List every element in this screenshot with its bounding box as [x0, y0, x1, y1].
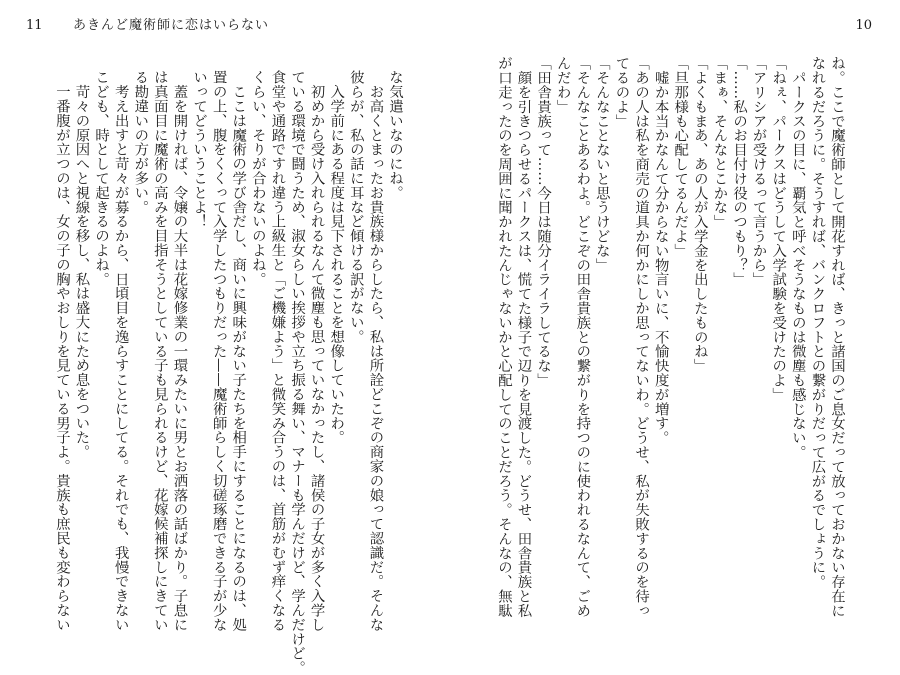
text-line: 顔を引きつらせるパークスは、慌てた様子で辺りを見渡した。どうせ、田舎貴族と私 [515, 56, 532, 618]
text-line: 彼らが、私の話に耳など傾ける訳がない。 [347, 70, 364, 344]
text-line: 考え出すと苛々が募るから、日頃目を逸らすことにしてる。それでも、我慢できない [112, 70, 129, 632]
text-line: ね。ここで魔術師として開花すれば、きっと諸国のご息女だって放っておかない存在に [829, 56, 845, 618]
text-line: 「まぁ、そんなとこかな」 [711, 56, 728, 229]
text-line: お高くとまったお貴族様からしたら、私は所詮どこぞの商家の娘って認識だ。そんな [367, 70, 384, 632]
text-line: くらい、そりが合わないのよね。 [249, 70, 266, 286]
text-line: いってどういうことよ！ [191, 70, 208, 229]
text-line: こども、時として起きるのよね。 [93, 70, 110, 286]
text-line: 「……私のお目付け役のつもり？」 [731, 56, 748, 287]
text-line: 「そんなことあるわよ。どこぞの田舎貴族との繋がりを持つのに使われるなんて、ごめ [574, 56, 591, 618]
text-line: パークスの目に、覇気と呼べそうなものは微塵も感じない。 [789, 56, 806, 460]
text-line: ここは魔術の学び舎だし、商いに興味がない子たちを相手にすることになるのは、処 [230, 70, 247, 632]
text-line: 「旦那様も心配してるんだよ」 [672, 56, 689, 258]
text-line: 「田舎貴族って……今日は随分イライラしてるな」 [535, 56, 552, 388]
text-line: ている環境で闘うため、淑女らしい挨拶や立ち振る舞い、マナーも学んだけど、学んだけど。 [289, 70, 306, 675]
left-running-title: あきんど魔術師に恋はいらない [73, 18, 270, 33]
text-line: 「よくもまあ、あの人が入学金を出したものね」 [691, 56, 708, 373]
text-line: 苛々の原因へと視線を移し、私は盛大にため息をついた。 [73, 70, 90, 459]
right-page-body [493, 56, 846, 618]
text-line: 初めから受け入れられるなんて微塵も思っていなかったし、諸侯の子女が多く入学し [308, 70, 325, 632]
text-line: な気遣いなのにね。 [387, 70, 403, 200]
text-line: は真面目に魔術の高みを目指そうとしている子も見られるけど、花嫁候補探しにきてい [151, 70, 168, 632]
text-line: 「アリシアが受けるって言うから」 [750, 56, 767, 287]
text-line: 蓋を開ければ、令嬢の大半は花嫁修業の一環みたいに男とお洒落の話ばかり。子息に [171, 70, 188, 632]
text-line: る勘違いの方が多い。 [132, 70, 149, 214]
left-page-body [51, 70, 404, 675]
text-line: が口走ったのを周囲に聞かれたんじゃないかと心配してのことだろう。そんなの、無駄 [495, 56, 512, 618]
text-line: 食堂や通路ですれ違う上級生と「ご機嫌よう」と微笑み合うのは、首筋がむず痒くなる [269, 70, 286, 632]
text-line: 置の上、腹をくくって入学したつもりだった——魔術師らしく切磋琢磨できる子が少な [210, 70, 227, 632]
text-line: んだわ」 [554, 56, 571, 114]
text-line: 嘘か本当かなんて分からない物言いに、不愉快度が増す。 [652, 56, 669, 445]
left-page-number: 11 [26, 18, 43, 33]
text-line: 「あの人は私を商売の道具か何かにしか思ってないわ。どうせ、私が失敗するのを待っ [633, 56, 650, 618]
text-line: 「そんなことないと思うけどな」 [593, 56, 610, 272]
right-page-number: 10 [855, 18, 872, 33]
text-line: なれるだろうに。そうすれば、バンクロフトとの繋がりだって広がるでしょうに。 [809, 56, 826, 589]
text-line: 「ねぇ、パークスはどうして入学試験を受けたのよ」 [770, 56, 787, 402]
text-line: てるのよ」 [613, 56, 630, 128]
text-line: 一番腹が立つのは、女の子の胸やおしりを見ている男子よ。貴族も庶民も変わらない [53, 70, 70, 632]
text-line: 入学前にある程度は見下されることを想像していたわ。 [328, 70, 345, 445]
